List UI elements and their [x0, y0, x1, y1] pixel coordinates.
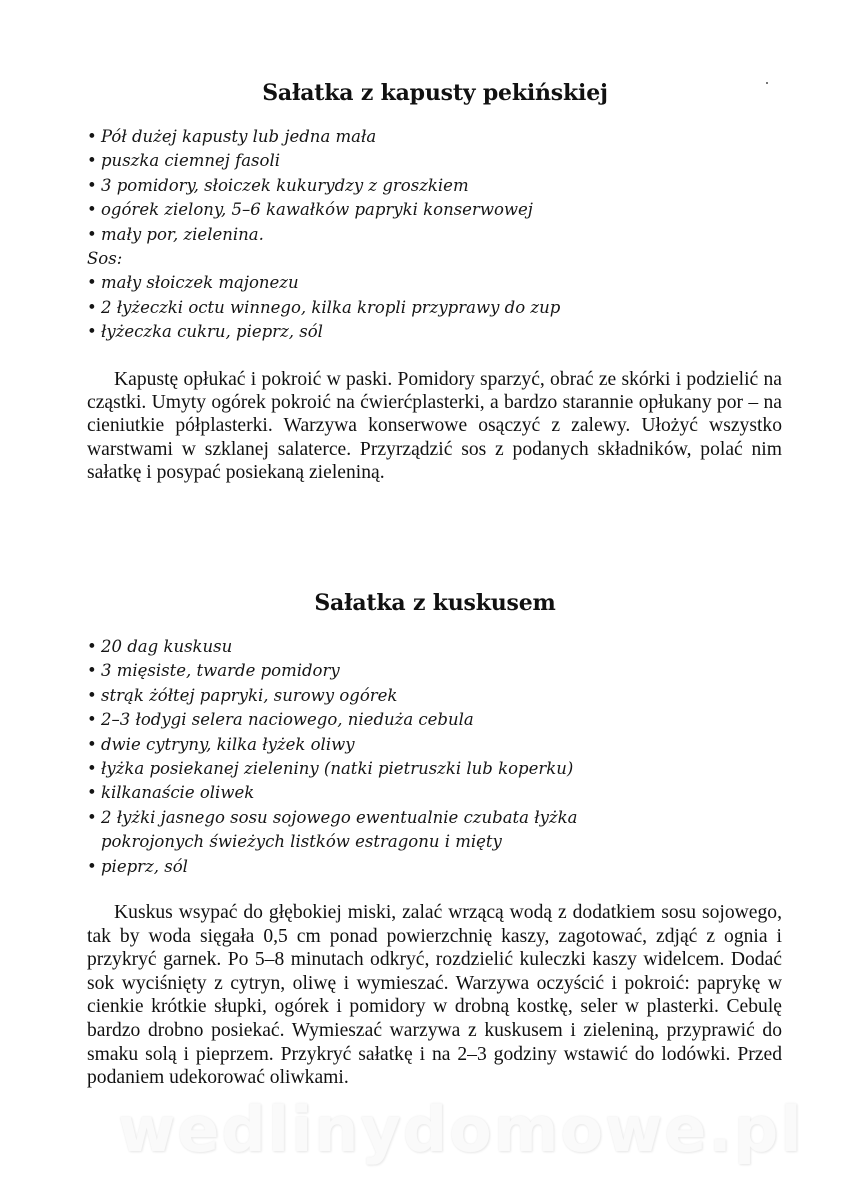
ingredient-item: • 3 mięsiste, twarde pomidory [87, 659, 687, 683]
ingredient-list [87, 635, 687, 879]
ingredient-item: • 2 łyżeczki octu winnego, kilka kropli przyprawy do zup [87, 296, 687, 320]
ingredient-item: • 3 pomidory, słoiczek kukurydzy z groszkiem [87, 174, 687, 198]
ingredient-item: • strąk żółtej papryki, surowy ogórek [87, 684, 687, 708]
recipe-instructions: Kapustę opłukać i pokroić w paski. Pomidory sparzyć, obrać ze skórki i podzielić na cząstki. Umyty ogórek pokroić na ćwierćplasterki, a bardzo starannie opłukany por – na cieniutkie półplasterki. Warzywa konserwowe osączyć z zalewy. Ułożyć wszystko warstwami w szklanej salaterce. Przyrządzić sos z podanych składników, polać nim sałatkę i posypać posiekaną zieleniną. [87, 369, 782, 483]
ingredient-list [87, 125, 687, 345]
ingredient-item: • 2–3 łodygi selera naciowego, nieduża cebula [87, 708, 687, 732]
ingredient-item: • 2 łyżki jasnego sosu sojowego ewentualnie czubata łyżka [87, 806, 687, 830]
ingredient-item: • puszka ciemnej fasoli [87, 149, 687, 173]
ingredient-item: • kilkanaście oliwek [87, 781, 687, 805]
ingredient-item: pokrojonych świeżych listków estragonu i mięty [101, 832, 502, 852]
ingredient-item: • mały słoiczek majonezu [87, 271, 687, 295]
ingredient-item: • 20 dag kuskusu [87, 635, 687, 659]
ingredient-item: • pieprz, sól [87, 855, 687, 879]
ingredient-item: • łyżka posiekanej zieleniny (natki pietruszki lub koperku) [87, 757, 687, 781]
ingredient-item: • dwie cytryny, kilka łyżek oliwy [87, 733, 687, 757]
section-label: Sos: [87, 249, 123, 269]
recipe-title: Sałatka z kuskusem [314, 590, 556, 616]
recipe-instructions: Kuskus wsypać do głębokiej miski, zalać wrzącą wodą z dodatkiem sosu sojowego, tak by woda sięgała 0,5 cm ponad powierzchnię kaszy, zagotować, zdjąć z ognia i przykryć garnek. Po 5–8 minutach odkryć, rozdzielić kuleczki kaszy widelcem. Dodać sok wyciśnięty z cytryn, oliwę i wymieszać. Warzywa oczyścić i pokroić: paprykę w cienkie krótkie słupki, ogórek i pomidory w drobną kostkę, seler w plasterki. Cebulę bardzo drobno posiekać. Wymieszać warzywa z kuskusem i zieleniną, przyprawić do smaku solą i pieprzem. Przykryć sałatkę i na 2–3 godziny wstawić do lodówki. Przed podaniem udekorować oliwkami. [87, 902, 782, 1089]
ingredient-item: • mały por, zielenina. [87, 223, 687, 247]
ingredient-item: • ogórek zielony, 5–6 kawałków papryki konserwowej [87, 198, 687, 222]
ingredient-item: • Pół dużej kapusty lub jedna mała [87, 125, 687, 149]
recipe-title: Sałatka z kapusty pekińskiej [262, 80, 608, 106]
ingredient-item: • łyżeczka cukru, pieprz, sól [87, 320, 687, 344]
watermark: wedlinydomowe.pl [118, 1093, 804, 1166]
